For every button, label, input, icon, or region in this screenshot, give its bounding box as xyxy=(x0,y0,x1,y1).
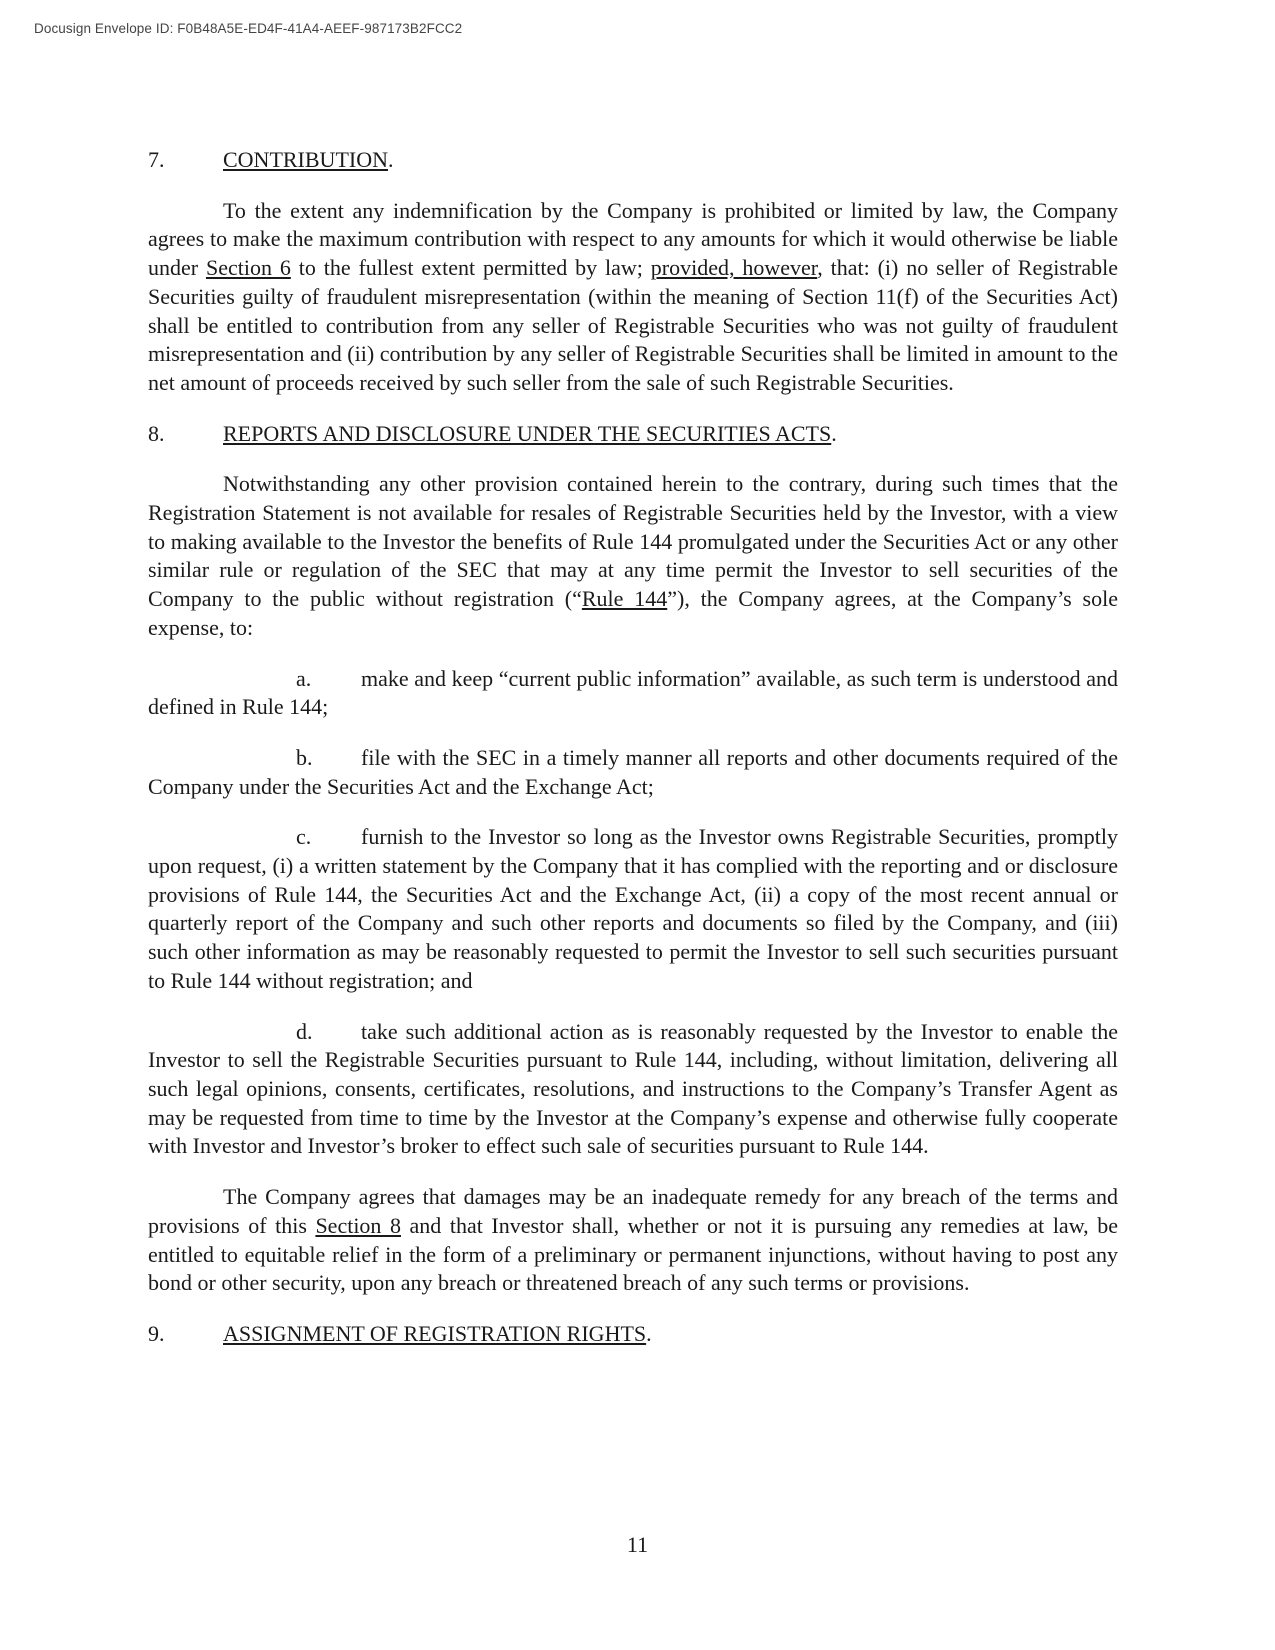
list-item-text: make and keep “current public information” available, as such term is understood and defined in Rule 144; xyxy=(148,665,1118,720)
envelope-id-header: Docusign Envelope ID: F0B48A5E-ED4F-41A4-AEEF-987173B2FCC2 xyxy=(34,21,463,36)
list-item-text: take such additional action as is reasonably requested by the Investor to enable the Investor to sell the Registrable Securities pursuant to Rule 144, including, without limitation, delivering all such legal opinions, consents, certificates, resolutions, and instructions to the Company’s Transfer Agent as may be requested from time to time by the Investor at the Company’s expense and otherwise fully cooperate with Investor and Investor’s broker to effect such sale of securities pursuant to Rule 144. xyxy=(148,1018,1118,1159)
section-number: 9. xyxy=(148,1320,165,1346)
document-body xyxy=(148,146,1118,1371)
section-title: ASSIGNMENT OF REGISTRATION RIGHTS xyxy=(223,1320,647,1346)
section-7-heading: 7. CONTRIBUTION. xyxy=(148,146,1118,175)
list-item-label: d. xyxy=(296,1018,313,1044)
list-item-text: furnish to the Investor so long as the Investor owns Registrable Securities, promptly upon request, (i) a written statement by the Company that it has complied with the reporting and or disclosure provisions of Rule 144, the Securities Act and the Exchange Act, (ii) a copy of the most recent annual or quarterly report of the Company and such other reports and documents so filed by the Company, and (iii) such other information as may be reasonably requested to permit the Investor to sell such securities pursuant to Rule 144 without registration; and xyxy=(148,824,1118,993)
section-title: CONTRIBUTION xyxy=(223,147,388,172)
section-number: 8. xyxy=(148,420,165,446)
rule-144-term: Rule 144 xyxy=(581,586,668,612)
section-number: 7. xyxy=(148,147,165,172)
section-8-reference: Section 8 xyxy=(315,1212,401,1238)
list-item-label: c. xyxy=(296,824,312,850)
page-number: 11 xyxy=(626,1532,649,1557)
list-item xyxy=(148,665,1118,722)
list-item-label: a. xyxy=(296,665,312,691)
section-9-heading: 9. ASSIGNMENT OF REGISTRATION RIGHTS. xyxy=(148,1320,1118,1349)
reports-intro-paragraph: Notwithstanding any other provision contained herein to the contrary, during such times that the Registration Statement is not available for resales of Registrable Securities held by the Investor, with a view to making available to the Investor the benefits of Rule 144 promulgated under the Securities Act or any other similar rule or regulation of the SEC that may at any time permit the Investor to sell securities of the Company to the public without registration (“Rule 144”), the Company agrees, at the Company’s sole expense, to: xyxy=(148,471,1118,640)
list-item xyxy=(148,744,1118,801)
remedies-paragraph: The Company agrees that damages may be an inadequate remedy for any breach of the terms and provisions of this Section 8 and that Investor shall, whether or not it is pursuing any remedies at law, be entitled to equitable relief in the form of a preliminary or permanent injunctions, without having to post any bond or other security, upon any breach or threatened breach of any such terms or provisions. xyxy=(148,1184,1118,1296)
section-8-heading: 8. REPORTS AND DISCLOSURE UNDER THE SECURITIES ACTS. xyxy=(148,420,1118,449)
section-6-reference: Section 6 xyxy=(205,255,291,281)
provided-however-term: provided, however xyxy=(650,255,818,281)
list-item xyxy=(148,823,1118,995)
contribution-paragraph: To the extent any indemnification by the Company is prohibited or limited by law, the Company agrees to make the maximum contribution with respect to any amounts for which it would otherwise be liable under Section 6 to the fullest extent permitted by law; provided, however, that: (i) no seller of Registrable Securities guilty of fraudulent misrepresentation (within the meaning of Section 11(f) of the Securities Act) shall be entitled to contribution from any seller of Registrable Securities who was not guilty of fraudulent misrepresentation and (ii) contribution by any seller of Registrable Securities shall be limited in amount to the net amount of proceeds received by such seller from the sale of such Registrable Securities. xyxy=(148,197,1118,395)
list-item-text: file with the SEC in a timely manner all reports and other documents required of the Company under the Securities Act and the Exchange Act; xyxy=(148,744,1118,799)
list-item xyxy=(148,1018,1118,1162)
list-item-label: b. xyxy=(296,744,313,770)
section-title: REPORTS AND DISCLOSURE UNDER THE SECURITIES ACTS xyxy=(223,420,832,446)
